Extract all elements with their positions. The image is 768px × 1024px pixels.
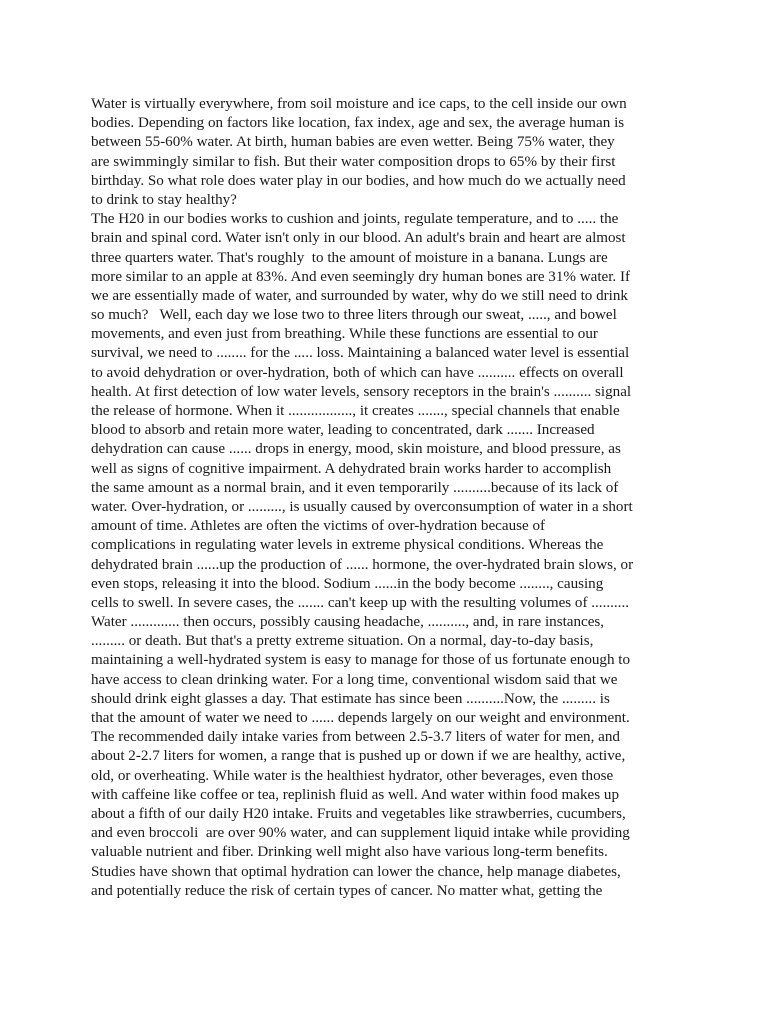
text-line: the release of hormone. When it ................., it creates ......., special channels that enable bbox=[91, 403, 620, 419]
text-line: dehydrated brain ......up the production of ...... hormone, the over-hydrated brain slows, or bbox=[91, 556, 634, 573]
text-line: survival, we need to ........ for the ..... loss. Maintaining a balanced water level is essential bbox=[91, 345, 630, 362]
text-line: brain and spinal cord. Water isn't only in our blood. An adult's brain and heart are almost bbox=[91, 230, 626, 247]
text-line: should drink eight glasses a day. That estimate has since been ..........Now, the ......... is bbox=[91, 690, 610, 707]
text-line: so much? Well, each day we lose two to three liters through our sweat, ....., and bowel bbox=[91, 307, 617, 324]
text-line: with caffeine like coffee or tea, replinish fluid as well. And water within food makes up bbox=[91, 786, 619, 803]
text-line: ......... or death. But that's a pretty extreme situation. On a normal, day-to-day basis, bbox=[91, 633, 594, 650]
text-line: even stops, releasing it into the blood. Sodium ......in the body become ........, causing bbox=[91, 575, 604, 592]
text-line: amount of time. Athletes are often the victims of over-hydration because of bbox=[91, 518, 546, 535]
text-line: about a fifth of our daily H20 intake. Fruits and vegetables like strawberries, cucumbers, bbox=[91, 805, 626, 822]
text-line: the same amount as a normal brain, and it even temporarily ..........because of its lack of bbox=[91, 479, 619, 496]
text-line: to drink to stay healthy? bbox=[91, 191, 237, 208]
text-line: cells to swell. In severe cases, the ....... can't keep up with the resulting volumes of .......... bbox=[91, 594, 629, 611]
text-line: well as signs of cognitive impairment. A dehydrated brain works harder to accomplish bbox=[91, 460, 612, 477]
text-line: water. Over-hydration, or ........., is usually caused by overconsumption of water in a short bbox=[91, 498, 633, 515]
text-line: three quarters water. That's roughly to the amount of moisture in a banana. Lungs are bbox=[91, 249, 608, 266]
text-line: that the amount of water we need to ...... depends largely on our weight and environment. bbox=[91, 710, 630, 726]
text-line: and potentially reduce the risk of certain types of cancer. No matter what, getting the bbox=[91, 882, 603, 899]
text-line: The recommended daily intake varies from between 2.5-3.7 liters of water for men, and bbox=[91, 729, 620, 746]
text-line: Studies have shown that optimal hydration can lower the chance, help manage diabetes, bbox=[91, 863, 621, 880]
text-line: old, or overheating. While water is the healthiest hydrator, other beverages, even those bbox=[91, 767, 614, 784]
text-line: between 55-60% water. At birth, human babies are even wetter. Being 75% water, they bbox=[91, 134, 615, 151]
text-line: dehydration can cause ...... drops in energy, mood, skin moisture, and blood pressure, as bbox=[91, 441, 621, 458]
text-line: are swimmingly similar to fish. But their water composition drops to 65% by their first bbox=[91, 153, 616, 170]
text-line: maintaining a well-hydrated system is easy to manage for those of us fortunate enough to bbox=[91, 652, 631, 669]
text-line: and even broccoli are over 90% water, and can supplement liquid intake while providing bbox=[91, 825, 630, 842]
text-line: valuable nutrient and fiber. Drinking well might also have various long-term benefits. bbox=[91, 844, 608, 861]
text-line: about 2-2.7 liters for women, a range that is pushed up or down if we are healthy, active, bbox=[91, 748, 626, 765]
text-line: movements, and even just from breathing. While these functions are essential to our bbox=[91, 326, 598, 343]
text-line: Water is virtually everywhere, from soil moisture and ice caps, to the cell inside our own bbox=[91, 96, 627, 112]
text-line: Water ............. then occurs, possibly causing headache, .........., and, in rare instances, bbox=[91, 614, 605, 631]
text-line: The H20 in our bodies works to cushion and joints, regulate temperature, and to ..... the bbox=[91, 211, 619, 228]
document-body-text bbox=[91, 95, 691, 901]
text-line: more similar to an apple at 83%. And even seemingly dry human bones are 31% water. If bbox=[91, 268, 631, 285]
text-line: bodies. Depending on factors like location, fax index, age and sex, the average human is bbox=[91, 115, 625, 132]
text-line: have access to clean drinking water. For a long time, conventional wisdom said that we bbox=[91, 671, 618, 688]
text-line: blood to absorb and retain more water, leading to concentrated, dark ....... Increased bbox=[91, 422, 595, 439]
text-line: birthday. So what role does water play in our bodies, and how much do we actually need bbox=[91, 172, 626, 189]
text-line: complications in regulating water levels in extreme physical conditions. Whereas the bbox=[91, 537, 604, 554]
text-line: we are essentially made of water, and surrounded by water, why do we still need to drink bbox=[91, 287, 628, 304]
text-line: health. At first detection of low water levels, sensory receptors in the brain's .......... signal bbox=[91, 383, 632, 400]
text-line: to avoid dehydration or over-hydration, both of which can have .......... effects on overall bbox=[91, 364, 624, 381]
